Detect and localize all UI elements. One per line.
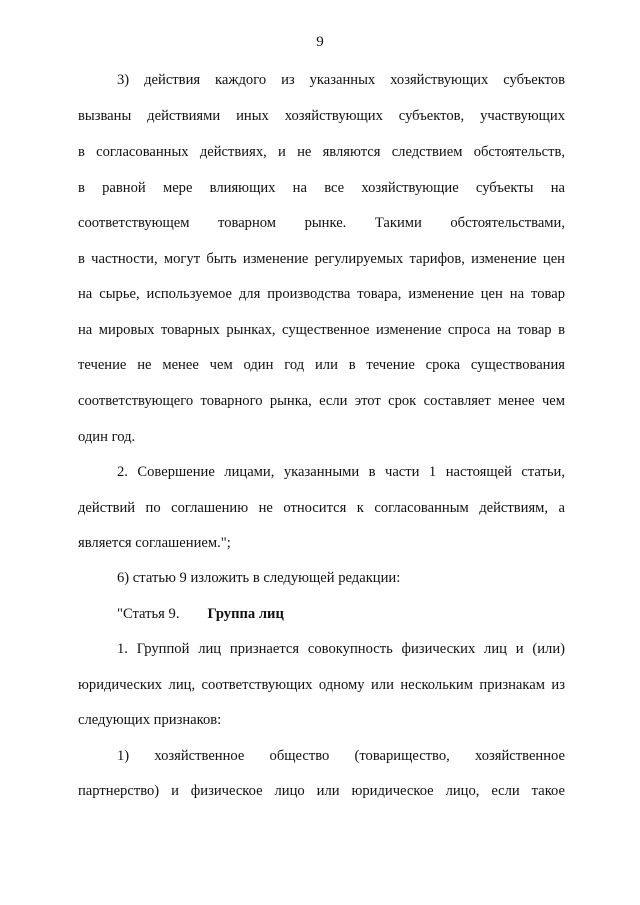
text-line: 1) хозяйственное общество (товарищество, хозяйственное [117,748,565,764]
text-line: на сырье, используемое для производства товара, изменение цен на товар [78,286,565,302]
text-line: действий по соглашению не относится к согласованным действиям, а [78,500,565,516]
text-line: является соглашением."; [78,535,231,551]
text-line: 2. Совершение лицами, указанными в части 1 настоящей статьи, [117,464,565,480]
text-line: 3) действия каждого из указанных хозяйствующих субъектов [117,72,565,88]
text-line: соответствующего товарного рынка, если этот срок составляет менее чем [78,393,565,409]
text-line: на мировых товарных рынках, существенное изменение спроса на товар в [78,322,565,338]
text-line: один год. [78,429,136,445]
text-line: в частности, могут быть изменение регулируемых тарифов, изменение цен [78,251,565,267]
text-line: в равной мере влияющих на все хозяйствующие субъекты на [78,180,565,196]
text-line: в согласованных действиях, и не являются следствием обстоятельств, [78,144,565,160]
text-line: партнерство) и физическое лицо или юридическое лицо, если такое [78,783,565,799]
text-line: следующих признаков: [78,712,222,728]
text-line: соответствующем товарном рынке. Такими обстоятельствами, [78,215,565,231]
article-label: "Статья 9. [117,606,180,622]
page-number: 9 [316,34,324,50]
text-line: 1. Группой лиц признается совокупность физических лиц и (или) [117,641,565,657]
text-line: 6) статью 9 изложить в следующей редакции: [117,570,401,586]
text-line: вызваны действиями иных хозяйствующих субъектов, участвующих [78,108,565,124]
text-line: юридических лиц, соответствующих одному или нескольким признакам из [78,677,565,693]
article-heading [117,604,565,624]
text-line: течение не менее чем один год или в течение срока существования [78,357,565,373]
article-title: Группа лиц [207,606,284,622]
